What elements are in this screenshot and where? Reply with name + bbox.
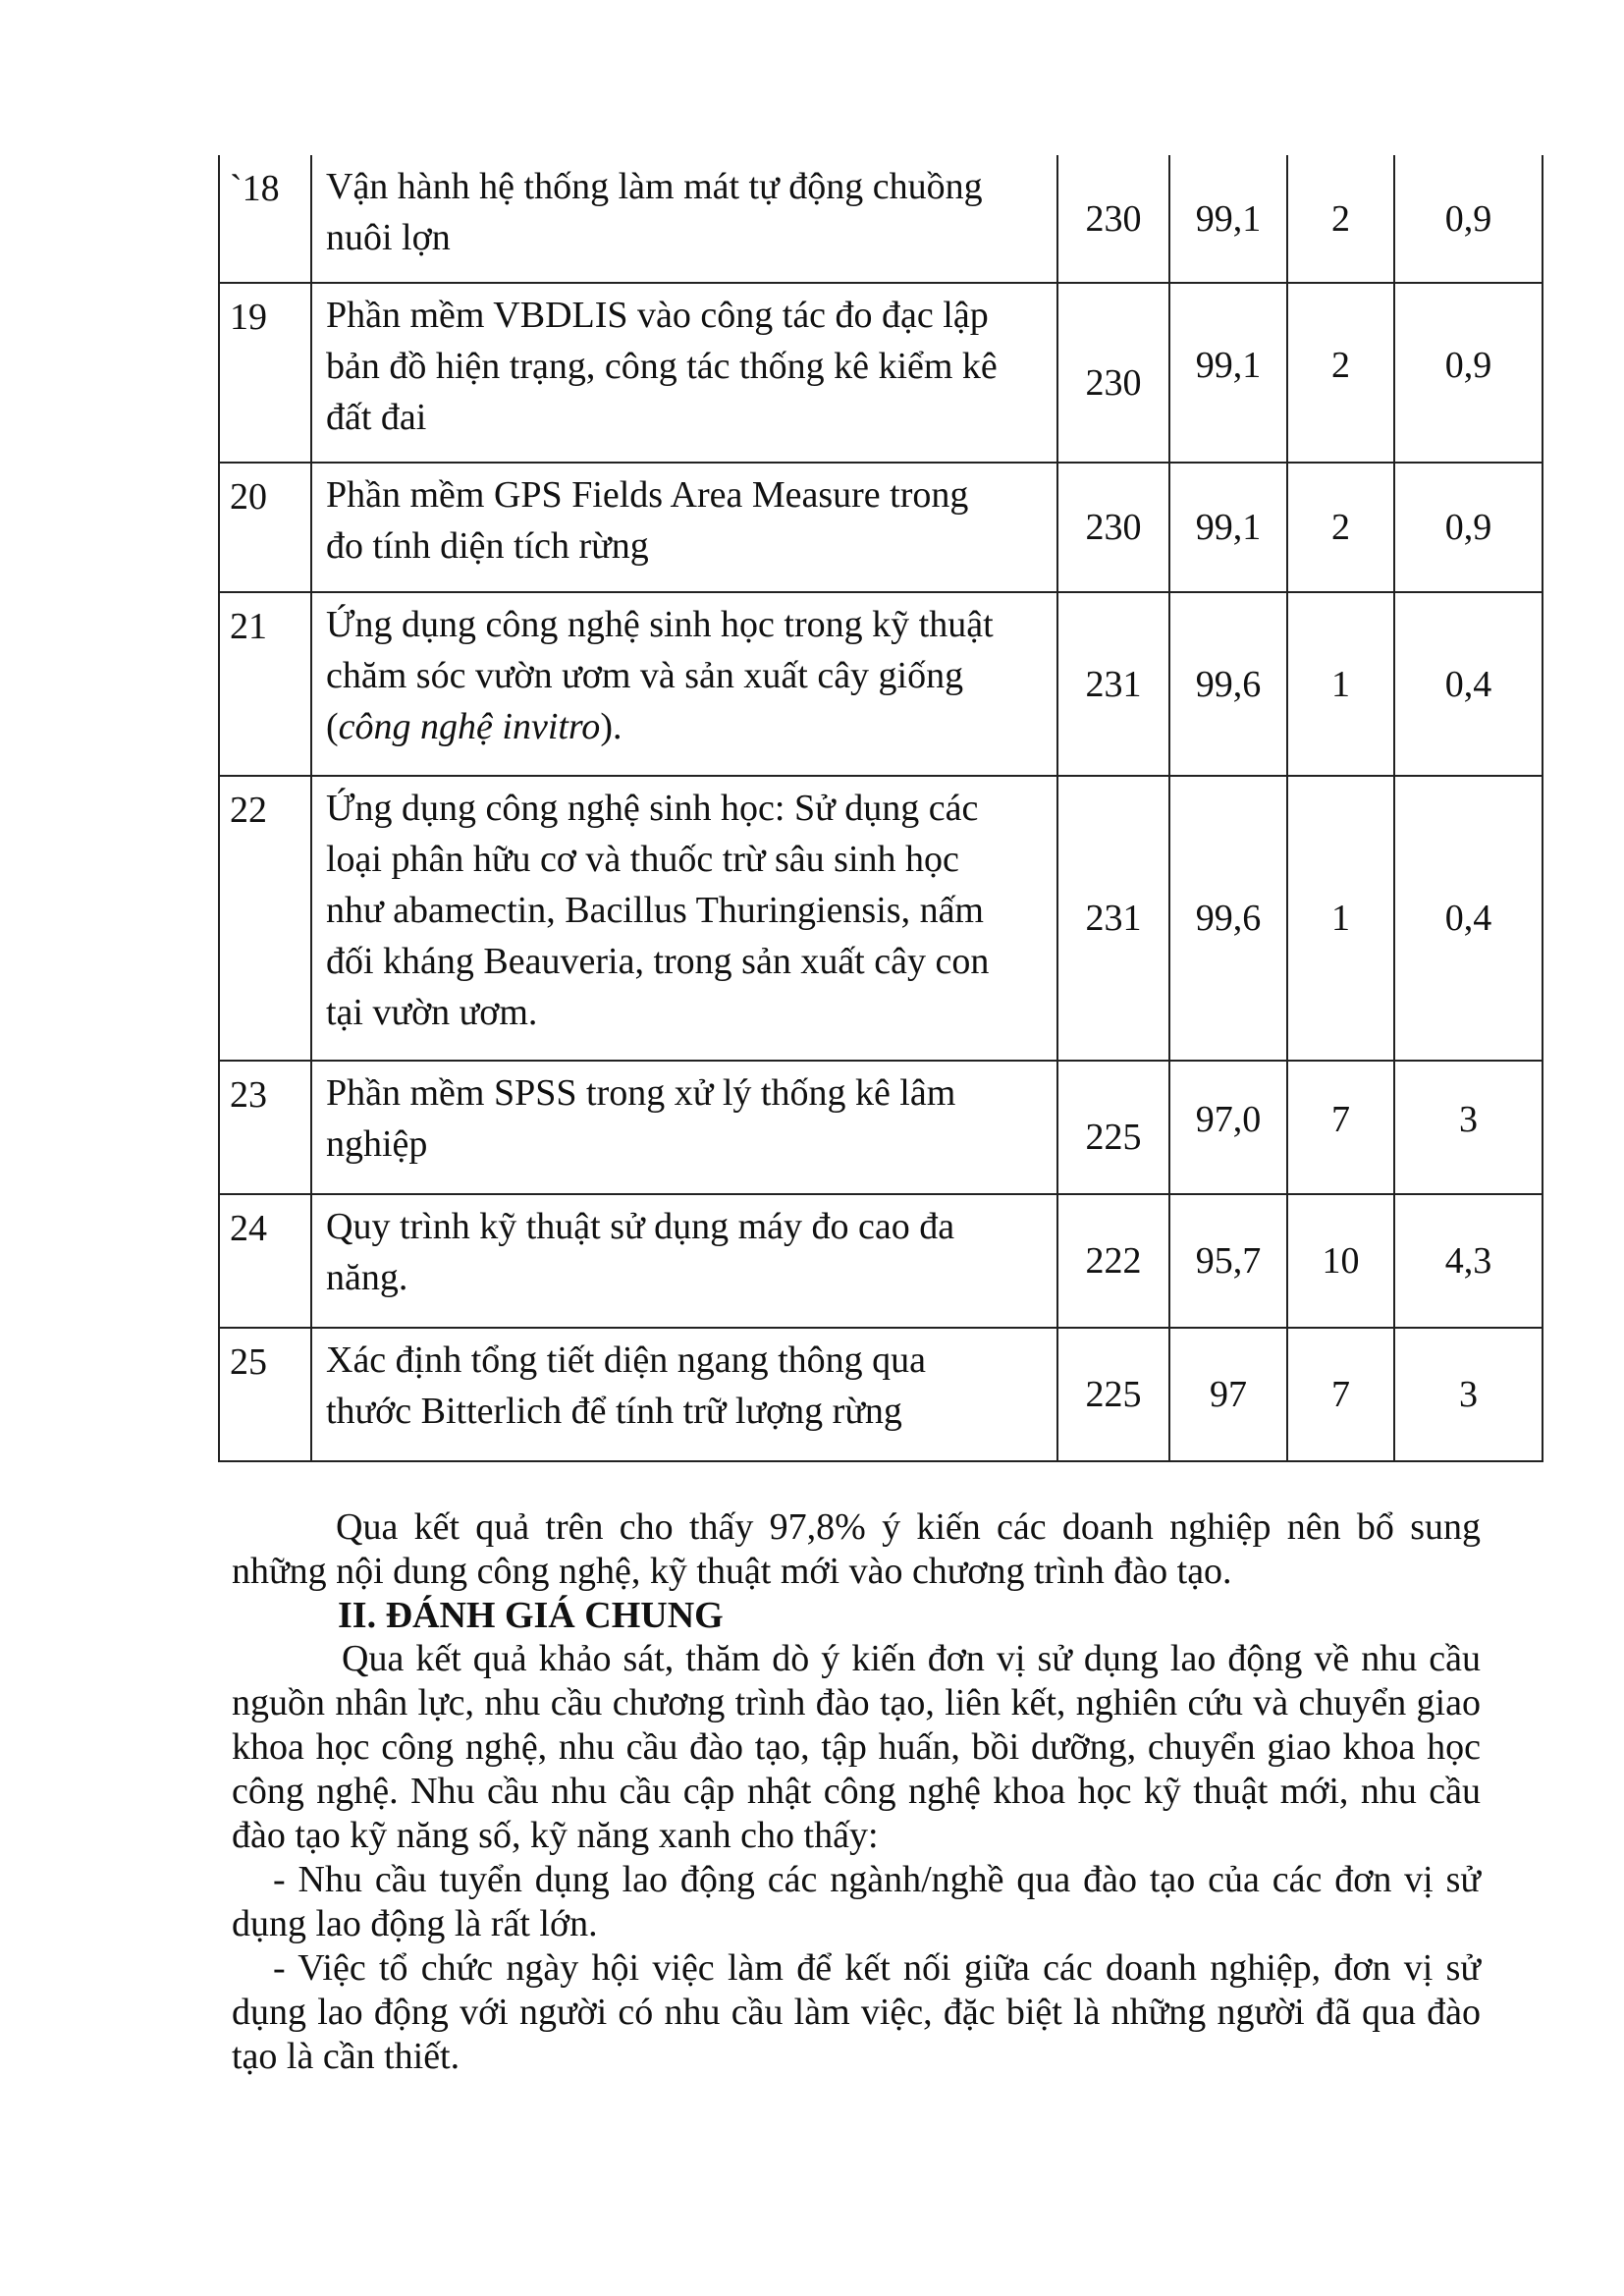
table-row	[219, 283, 1543, 463]
content-line: bản đồ hiện trạng, công tác thống kê kiểm kê	[326, 346, 998, 387]
content-line: đối kháng Beauveria, trong sản xuất cây con	[326, 941, 990, 982]
cell-count-no: 10	[1287, 1194, 1394, 1328]
content-line: năng.	[326, 1257, 408, 1298]
table-row	[219, 1061, 1543, 1194]
cell-percent-no: 0,4	[1394, 776, 1543, 1061]
row-number: 22	[219, 776, 311, 1061]
content-line: Phần mềm VBDLIS vào công tác đo đạc lập	[326, 295, 989, 336]
cell-percent-yes: 99,1	[1169, 283, 1287, 463]
content-line: nghiệp	[326, 1123, 428, 1165]
cell-percent-no: 0,4	[1394, 592, 1543, 776]
cell-count-yes: 225	[1057, 1328, 1169, 1461]
paren-open: (	[326, 706, 339, 747]
cell-percent-yes: 97,0	[1169, 1061, 1287, 1194]
cell-percent-yes: 99,1	[1169, 463, 1287, 592]
cell-count-yes: 231	[1057, 776, 1169, 1061]
paren-close: ).	[600, 706, 623, 747]
cell-count-no: 7	[1287, 1328, 1394, 1461]
cell-count-no: 2	[1287, 155, 1394, 283]
row-number: 21	[219, 592, 311, 776]
row-number: 20	[219, 463, 311, 592]
cell-count-yes: 230	[1057, 463, 1169, 592]
content-line: như abamectin, Bacillus Thuringiensis, nấm	[326, 890, 984, 931]
cell-count-no: 2	[1287, 283, 1394, 463]
row-number: 24	[219, 1194, 311, 1328]
cell-percent-no: 0,9	[1394, 155, 1543, 283]
table-row	[219, 155, 1543, 283]
row-content	[311, 1194, 1057, 1328]
cell-count-no: 7	[1287, 1061, 1394, 1194]
evaluation-paragraph: Qua kết quả khảo sát, thăm dò ý kiến đơn vị sử dụng lao động về nhu cầu nguồn nhân lực, nhu cầu chương trình đào tạo, liên kết, nghiên cứu và chuyển giao khoa học công nghệ, nhu cầu đào tạo, tập huấn, bồi dưỡng, chuyển giao khoa học công nghệ. Nhu cầu nhu cầu cập nhật công nghệ khoa học kỹ thuật mới, nhu cầu đào tạo kỹ năng số, kỹ năng xanh cho thấy:	[232, 1638, 1481, 1856]
body-text	[232, 1505, 1481, 2079]
cell-percent-yes: 99,1	[1169, 155, 1287, 283]
content-line: Phần mềm SPSS trong xử lý thống kê lâm	[326, 1072, 956, 1114]
cell-percent-yes: 95,7	[1169, 1194, 1287, 1328]
row-number: 25	[219, 1328, 311, 1461]
content-line: đất đai	[326, 397, 427, 438]
cell-percent-no: 0,9	[1394, 283, 1543, 463]
cell-percent-yes: 99,6	[1169, 592, 1287, 776]
cell-count-no: 2	[1287, 463, 1394, 592]
cell-percent-yes: 99,6	[1169, 776, 1287, 1061]
content-line: tại vườn ươm.	[326, 992, 538, 1033]
row-content	[311, 1328, 1057, 1461]
cell-count-yes: 231	[1057, 592, 1169, 776]
italic-term: công nghệ invitro	[338, 706, 601, 747]
bullet-paragraph: - Nhu cầu tuyển dụng lao động các ngành/nghề qua đào tạo của các đơn vị sử dụng lao động là rất lớn.	[232, 1859, 1481, 1944]
content-line: chăm sóc vườn ươm và sản xuất cây giống	[326, 655, 964, 696]
row-number: 23	[219, 1061, 311, 1194]
cell-percent-no: 4,3	[1394, 1194, 1543, 1328]
content-line: nuôi lợn	[326, 217, 451, 258]
content-line	[326, 701, 1045, 752]
row-content	[311, 592, 1057, 776]
content-line: Quy trình kỹ thuật sử dụng máy đo cao đa	[326, 1206, 955, 1247]
cell-count-no: 1	[1287, 592, 1394, 776]
cell-count-yes: 230	[1057, 283, 1169, 463]
content-line: thước Bitterlich để tính trữ lượng rừng	[326, 1391, 902, 1432]
content-line: Ứng dụng công nghệ sinh học: Sử dụng các	[326, 788, 979, 829]
cell-count-yes: 225	[1057, 1061, 1169, 1194]
content-line: Vận hành hệ thống làm mát tự động chuồng	[326, 166, 983, 207]
cell-count-yes: 222	[1057, 1194, 1169, 1328]
content-line: Ứng dụng công nghệ sinh học trong kỹ thuật	[326, 604, 994, 645]
table-row	[219, 1194, 1543, 1328]
bullet-paragraph: - Việc tổ chức ngày hội việc làm để kết nối giữa các doanh nghiệp, đơn vị sử dụng lao động với người có nhu cầu làm việc, đặc biệt là những người đã qua đào tạo là cần thiết.	[232, 1947, 1481, 2077]
cell-percent-no: 0,9	[1394, 463, 1543, 592]
table-row	[219, 463, 1543, 592]
table-row	[219, 776, 1543, 1061]
cell-percent-yes: 97	[1169, 1328, 1287, 1461]
row-content	[311, 1061, 1057, 1194]
row-content	[311, 155, 1057, 283]
cell-percent-no: 3	[1394, 1328, 1543, 1461]
row-number: `18	[219, 155, 311, 283]
cell-count-no: 1	[1287, 776, 1394, 1061]
table-row	[219, 1328, 1543, 1461]
section-heading: II. ĐÁNH GIÁ CHUNG	[338, 1595, 724, 1636]
table-row	[219, 592, 1543, 776]
content-line: Xác định tổng tiết diện ngang thông qua	[326, 1339, 927, 1381]
survey-table	[218, 155, 1543, 1462]
content-line: đo tính diện tích rừng	[326, 525, 649, 567]
row-content	[311, 776, 1057, 1061]
row-number: 19	[219, 283, 311, 463]
cell-percent-no: 3	[1394, 1061, 1543, 1194]
row-content	[311, 283, 1057, 463]
cell-count-yes: 230	[1057, 155, 1169, 283]
content-line: Phần mềm GPS Fields Area Measure trong	[326, 474, 969, 516]
row-content	[311, 463, 1057, 592]
content-line: loại phân hữu cơ và thuốc trừ sâu sinh học	[326, 839, 959, 880]
summary-paragraph: Qua kết quả trên cho thấy 97,8% ý kiến các doanh nghiệp nên bổ sung những nội dung công nghệ, kỹ thuật mới vào chương trình đào tạo.	[232, 1506, 1481, 1592]
